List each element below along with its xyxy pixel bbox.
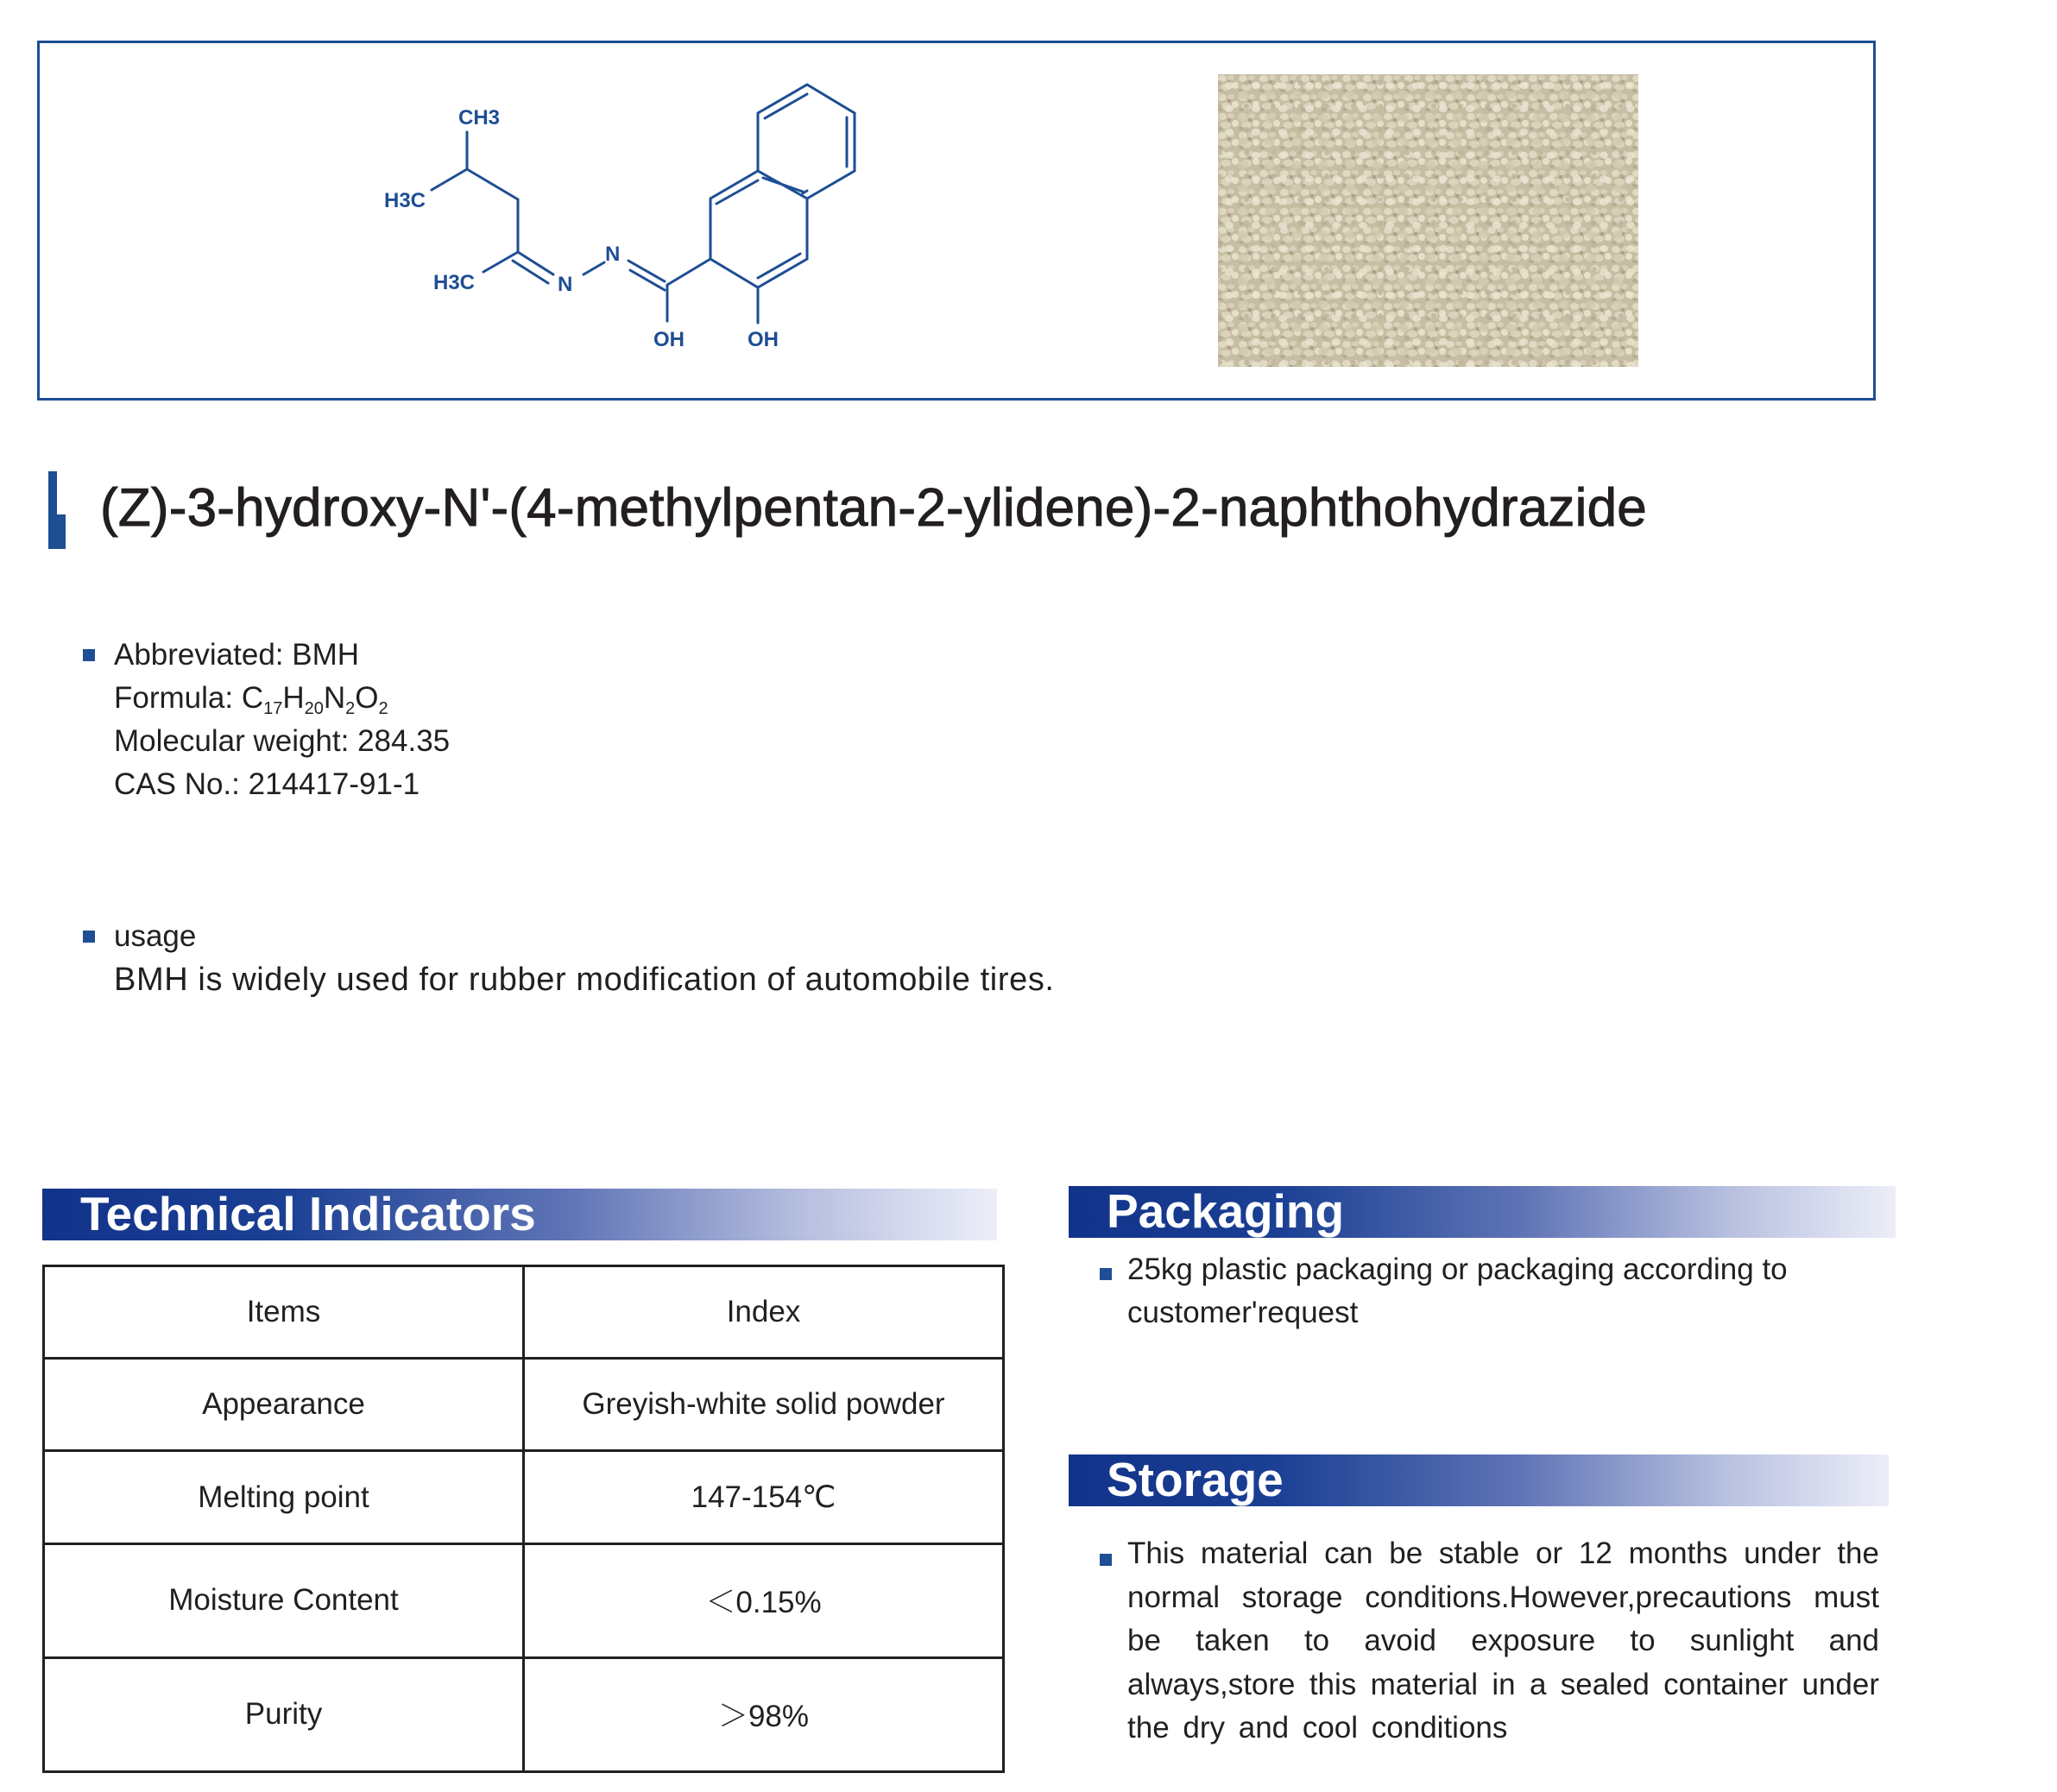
table-cell-item: Purity	[44, 1657, 524, 1771]
label-ch3: CH3	[458, 106, 501, 129]
packaging-text-line1: 25kg plastic packaging or packaging according to	[1127, 1253, 1788, 1286]
page-title: (Z)-3-hydroxy-N'-(4-methylpentan-2-ylidene)-2-naphthohydrazide	[100, 478, 1647, 538]
storage-bullet	[1100, 1554, 1112, 1566]
label-n1: N	[558, 273, 573, 296]
table-cell-index: ＞98%	[524, 1657, 1004, 1771]
powder-sample-photo	[1218, 74, 1638, 367]
title-marker	[48, 471, 66, 549]
label-oh2: OH	[748, 328, 779, 351]
chemical-structure-diagram	[363, 69, 880, 371]
label-h3c-lower: H3C	[433, 271, 476, 294]
table-row	[44, 1657, 1004, 1771]
table-cell-index: Greyish-white solid powder	[524, 1359, 1004, 1451]
table-cell-index: 147-154℃	[524, 1451, 1004, 1543]
cas-number-text: CAS No.: 214417-91-1	[114, 767, 420, 801]
storage-title: Storage	[1107, 1453, 1284, 1506]
column-header-items: Items	[44, 1266, 524, 1359]
label-n2: N	[605, 243, 621, 266]
packaging-bullet	[1100, 1268, 1112, 1280]
usage-text: BMH is widely used for rubber modification of automobile tires.	[114, 962, 1055, 998]
technical-indicators-header	[42, 1189, 997, 1240]
storage-text: This material can be stable or 12 months under the normal storage conditions.However,precautions must be taken to avoid exposure to sunlight and always,store this material in a sealed container under the dry and cool conditions	[1127, 1536, 1879, 1745]
label-h3c-upper: H3C	[384, 189, 426, 212]
storage-header	[1069, 1454, 1889, 1506]
table-row	[44, 1543, 1004, 1657]
usage-bullet	[83, 931, 95, 943]
molecular-weight-text: Molecular weight: 284.35	[114, 724, 451, 758]
abbreviated-text: Abbreviated: BMH	[114, 638, 360, 672]
formula-text: Formula: $C_{17}H_{20}N_2O_2$	[114, 681, 388, 718]
column-header-index: Index	[524, 1266, 1004, 1359]
table-cell-index: ＜0.15%	[524, 1543, 1004, 1657]
table-cell-item: Moisture Content	[44, 1543, 524, 1657]
properties-bullet	[83, 649, 95, 661]
technical-indicators-table	[42, 1265, 1005, 1773]
usage-heading: usage	[114, 919, 197, 953]
table-row	[44, 1451, 1004, 1543]
packaging-header	[1069, 1186, 1896, 1238]
table-cell-item: Appearance	[44, 1359, 524, 1451]
technical-indicators-title: Technical Indicators	[80, 1187, 536, 1240]
packaging-text-line2: customer'request	[1127, 1296, 1359, 1329]
table-cell-item: Melting point	[44, 1451, 524, 1543]
label-oh1: OH	[653, 328, 685, 351]
table-row	[44, 1359, 1004, 1451]
packaging-title: Packaging	[1107, 1184, 1345, 1238]
table-header-row	[44, 1266, 1004, 1359]
